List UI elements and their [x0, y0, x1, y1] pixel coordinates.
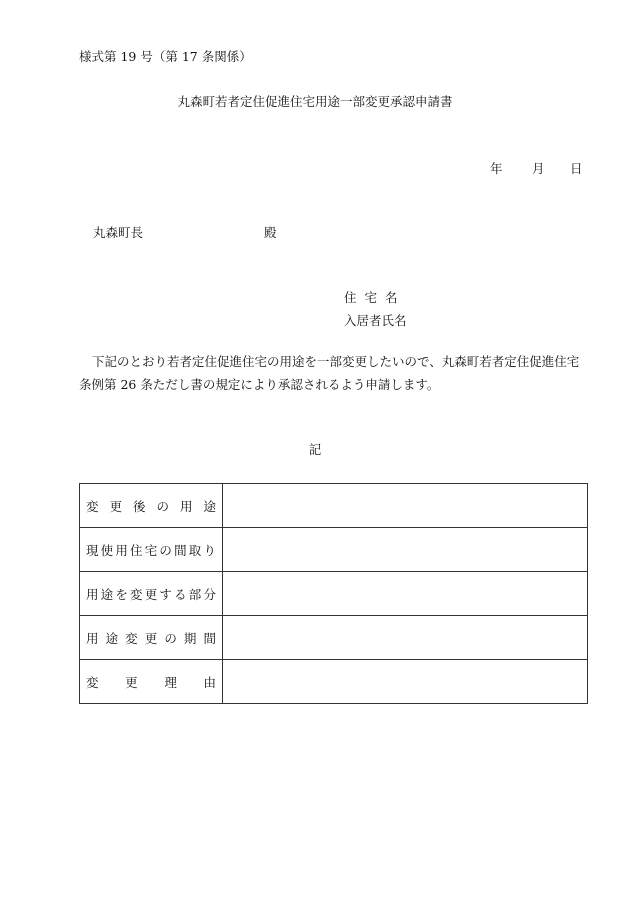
change-period-field[interactable] [223, 616, 588, 660]
row-label-changed-part: 用途を変更する部分 [80, 572, 223, 616]
change-details-table [79, 483, 588, 704]
addressee-honorific: 殿 [264, 225, 277, 240]
row-label-new-use: 変更後の用途 [80, 484, 223, 528]
table-row [80, 660, 588, 704]
document-title: 丸森町若者定住促進住宅用途一部変更承認申請書 [177, 94, 453, 109]
table-row [80, 572, 588, 616]
date-day-label: 日 [570, 161, 583, 176]
date-year-label: 年 [490, 161, 503, 176]
changed-part-field[interactable] [223, 572, 588, 616]
table-row [80, 484, 588, 528]
form-number: 様式第 19 号（第 17 条関係） [79, 49, 252, 64]
table-row [80, 528, 588, 572]
change-reason-field[interactable] [223, 660, 588, 704]
new-use-field[interactable] [223, 484, 588, 528]
application-body-text: 下記のとおり若者定住促進住宅の用途を一部変更したいので、丸森町若者定住促進住宅条例第 26 条ただし書の規定により承認されるよう申請します。 [79, 354, 580, 392]
row-label-change-period: 用途変更の期間 [80, 616, 223, 660]
housing-name-label: 住 宅 名 [344, 290, 400, 305]
ki-heading: 記 [308, 442, 322, 457]
current-layout-field[interactable] [223, 528, 588, 572]
addressee-name: 丸森町長 [93, 225, 144, 240]
row-label-change-reason: 変更理由 [80, 660, 223, 704]
table-row [80, 616, 588, 660]
resident-name-label: 入居者氏名 [344, 313, 407, 328]
date-month-label: 月 [532, 161, 545, 176]
row-label-current-layout: 現使用住宅の間取り [80, 528, 223, 572]
